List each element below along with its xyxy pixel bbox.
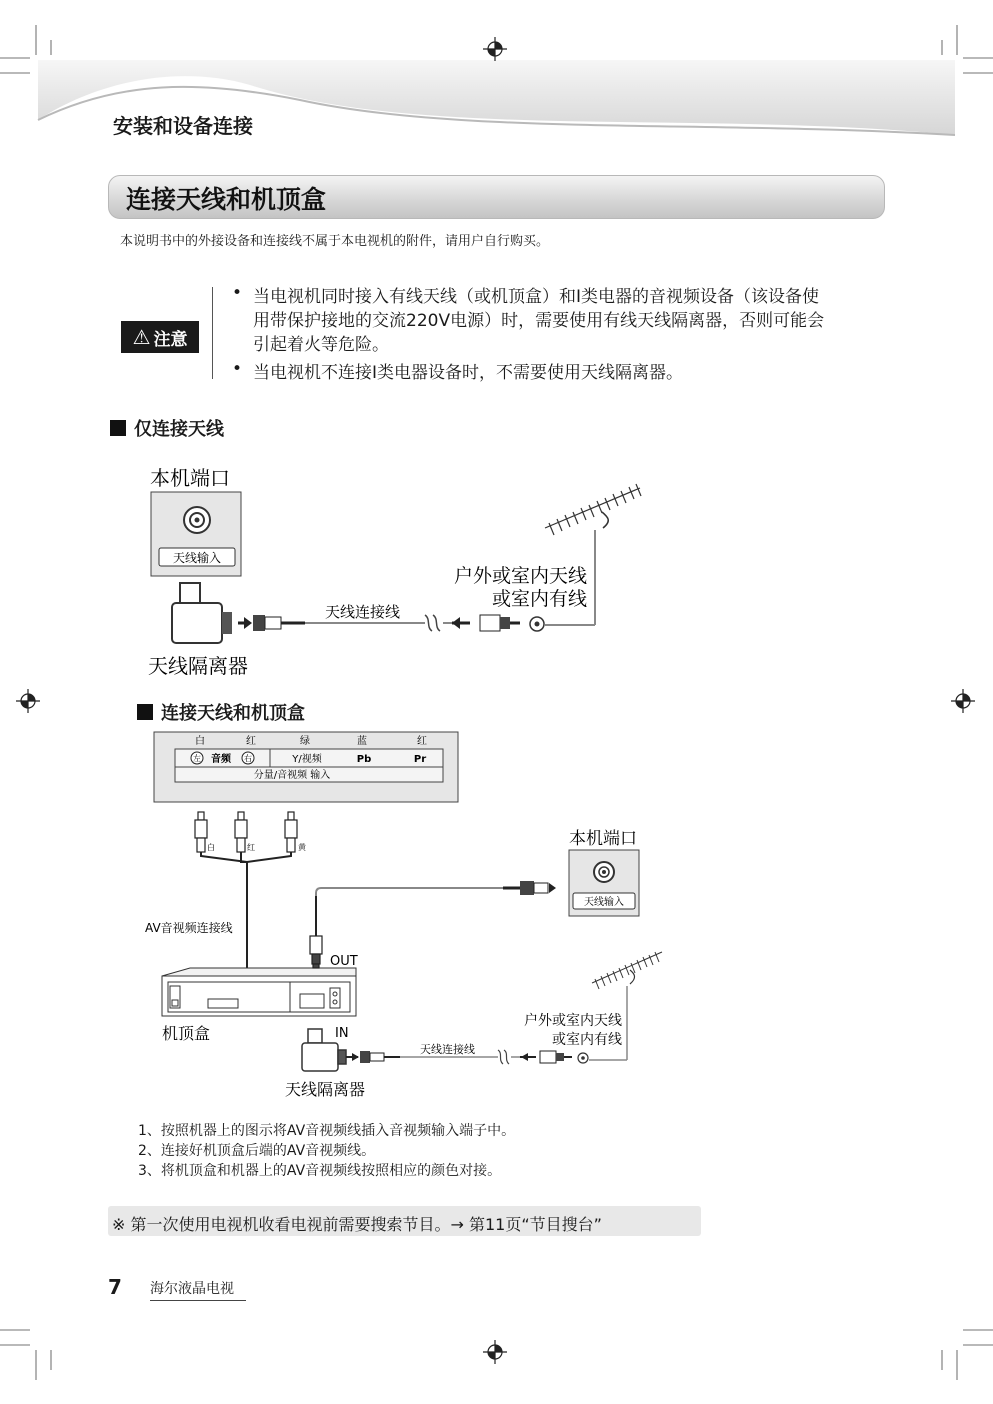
bullet-dot: • (232, 359, 243, 379)
panel-color-5: 红 (417, 736, 427, 747)
port-label-2: 天线输入 (584, 897, 624, 908)
square-bullet-icon (137, 704, 153, 720)
antenna-stb-diagram (140, 728, 680, 1108)
svg-text:分量/音视频 输入: 分量/音视频 输入 (253, 770, 331, 781)
bullet-dot: • (232, 283, 243, 303)
antenna-jack-icon (594, 862, 614, 882)
wall-socket-icon (530, 617, 544, 631)
plug-label-white: 白 (207, 843, 215, 852)
square-bullet-icon (110, 420, 126, 436)
footer-note: ※ 第一次使用电视机收看电视前需要搜索节目。→ 第11页“节目搜台” (112, 1215, 602, 1234)
panel-color-3: 绿 (300, 736, 310, 747)
isolator-label-2: 天线隔离器 (285, 1080, 366, 1099)
port-title-2: 本机端口 (569, 829, 637, 849)
caution-bullet1-line3: 引起着火等危险。 (253, 335, 389, 355)
intro-text: 本说明书中的外接设备和连接线不属于本电视机的附件，请用户自行购买。 (120, 234, 550, 249)
note-3: 3、将机顶盒和机器上的AV音视频线按照相应的颜色对接。 (138, 1163, 502, 1179)
caution-bullet1-line1: 当电视机同时接入有线天线（或机顶盒）和I类电器的音视频设备（该设备使 (253, 287, 820, 307)
page-number: 7 (108, 1275, 122, 1299)
cable-break-icon (425, 615, 440, 631)
isolator-label: 天线隔离器 (148, 654, 248, 678)
subsection-heading-antenna-only: 仅连接天线 (110, 415, 224, 441)
svg-text:左: 左 (193, 754, 201, 763)
out-label: OUT (330, 954, 358, 969)
port-title: 本机端口 (150, 466, 230, 490)
av-cable-label: AV音视频连接线 (145, 921, 233, 935)
panel-color-4: 蓝 (357, 736, 367, 747)
antenna-isolator-icon (172, 583, 232, 643)
warning-triangle-icon: ⚠ (132, 325, 151, 349)
antenna-icon (592, 952, 662, 989)
svg-text:音频: 音频 (211, 754, 231, 765)
antenna-label-2: 或室内有线 (491, 588, 587, 610)
subsection-heading-antenna-stb: 连接天线和机顶盒 (137, 699, 305, 725)
caution-bullet1-line2: 用带保护接地的交流220V电源）时，需要使用有线天线隔离器，否则可能会 (253, 311, 825, 331)
caution-bullet2: 当电视机不连接I类电器设备时，不需要使用天线隔离器。 (253, 363, 684, 383)
panel-color-2: 红 (246, 736, 256, 747)
svg-text:右: 右 (244, 754, 252, 763)
antenna-jack-icon (184, 507, 210, 533)
caution-label: 注意 (153, 329, 188, 350)
plug-label-red: 红 (247, 843, 255, 852)
panel-color-1: 白 (195, 736, 205, 747)
cable-break-icon (498, 1050, 509, 1064)
stb-label: 机顶盒 (162, 1024, 211, 1043)
note-2: 2、连接好机顶盒后端的AV音视频线。 (138, 1143, 376, 1159)
coax-plug-out-icon (310, 936, 322, 968)
section-title: 连接天线和机顶盒 (126, 185, 327, 214)
wall-socket-icon (578, 1053, 588, 1063)
svg-text:Y/视频: Y/视频 (292, 754, 322, 765)
caution-divider (212, 287, 213, 379)
port-label: 天线输入 (172, 551, 222, 565)
svg-text:Pb: Pb (356, 754, 372, 765)
cable-label-2: 天线连接线 (420, 1043, 475, 1056)
set-top-box-icon (162, 968, 356, 1016)
cable-label: 天线连接线 (325, 603, 401, 621)
caution-badge (121, 321, 199, 353)
antenna-label-1: 户外或室内天线 (453, 565, 587, 587)
svg-text:Pr: Pr (413, 754, 427, 765)
brand-underline (150, 1300, 246, 1301)
brand-name: 海尔液晶电视 (150, 1281, 234, 1297)
antenna-only-diagram (140, 455, 660, 690)
av-cable (201, 852, 291, 968)
plug-label-yellow: 黄 (298, 843, 306, 852)
note-1: 1、按照机器上的图示将AV音视频线插入音视频输入端子中。 (138, 1123, 516, 1139)
chapter-title: 安装和设备连接 (113, 114, 253, 138)
antenna-label-2-1: 户外或室内天线 (524, 1013, 622, 1029)
in-label: IN (335, 1026, 349, 1041)
antenna-label-2-2: 或室内有线 (552, 1032, 622, 1048)
antenna-icon (545, 484, 641, 535)
